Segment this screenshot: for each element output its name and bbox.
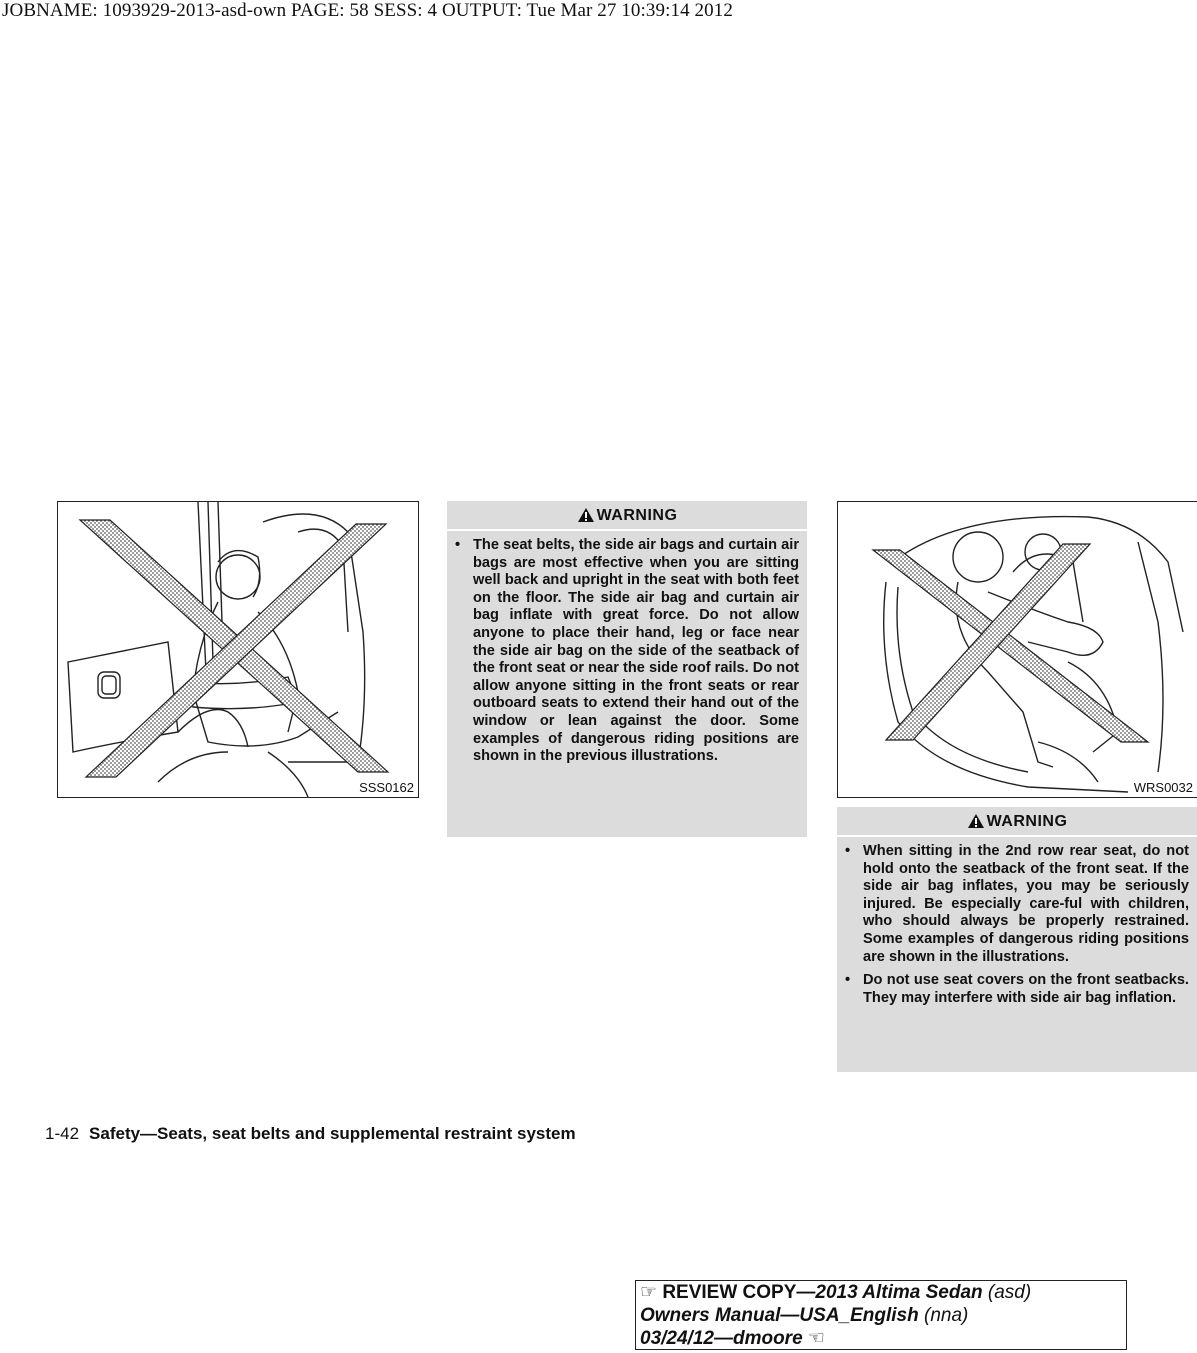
warning-item-text: When sitting in the 2nd row rear seat, do not hold onto the seatback of the front seat. If the side air bag inflates, you may be seriously injured. Be especially care-ful with children, who should always be properly restrained. Some examples of dangerous riding positions are shown in the illustrations. bbox=[863, 843, 1189, 965]
warning-title: WARNING bbox=[986, 813, 1068, 830]
warning-title: WARNING bbox=[596, 507, 678, 524]
review-date-author: 03/24/12—dmoore bbox=[640, 1328, 803, 1349]
warning-item: • The seat belts, the side air bags and curtain air bags are most effective when you are sitting well back and upright in the seat with both feet on the floor. The side air bag and curtain air bag inflate with great force. Do not allow anyone to place their hand, leg or face near the side air bag on the side of the seatback of the front seat or near the side roof rails. Do not allow anyone sitting in the front seats or rear outboard seats to extend their hand out of the window or lean against the door. Some examples of dangerous riding positions are shown in the previous illustrations. bbox=[455, 537, 799, 765]
warning-heading bbox=[447, 501, 807, 531]
figure-wrs0032 bbox=[837, 501, 1197, 798]
warning-list bbox=[837, 837, 1197, 1019]
illustration-side-airbag-passenger bbox=[58, 502, 418, 797]
page-number: 1-42 bbox=[45, 1124, 80, 1143]
model-code: (asd) bbox=[982, 1282, 1032, 1303]
review-line-3 bbox=[640, 1327, 1126, 1350]
market-code: (nna) bbox=[918, 1305, 969, 1326]
warning-item: • When sitting in the 2nd row rear seat, do not hold onto the seatback of the front seat. If the side air bag inflates, you may be seriously injured. Be especially care-ful with children, who should always be properly restrained. Some examples of dangerous riding positions are shown in the illustrations. bbox=[845, 843, 1189, 965]
warning-item: • Do not use seat covers on the front seatbacks. They may interfere with side air bag inflation. bbox=[845, 972, 1189, 1006]
warning-triangle-icon bbox=[967, 813, 985, 829]
job-header-line: JOBNAME: 1093929-2013-asd-own PAGE: 58 SESS: 4 OUTPUT: Tue Mar 27 10:39:14 2012 bbox=[2, 0, 733, 21]
review-copy-stamp bbox=[635, 1280, 1127, 1350]
warning-heading bbox=[837, 807, 1197, 837]
warning-item-text: The seat belts, the side air bags and curtain air bags are most effective when you are sitting well back and upright in the seat with both feet on the floor. The side air bag and curtain air bag inflate with great force. Do not allow anyone to place their hand, leg or face near the side air bag on the side of the seatback of the front seat or near the side roof rails. Do not allow anyone sitting in the front seats or rear outboard seats to extend their hand out of the window or lean against the door. Some examples of dangerous riding positions are shown in the previous illustrations. bbox=[473, 537, 799, 765]
warning-list bbox=[447, 531, 807, 778]
warning-item-text: Do not use seat covers on the front seatbacks. They may interfere with side air bag inflation. bbox=[863, 972, 1189, 1006]
review-line-1 bbox=[640, 1281, 1126, 1304]
review-label: REVIEW COPY— bbox=[662, 1282, 816, 1303]
section-title: Safety—Seats, seat belts and supplemental restraint system bbox=[89, 1124, 576, 1143]
model-name: 2013 Altima Sedan bbox=[815, 1282, 983, 1303]
review-line-2 bbox=[640, 1304, 1126, 1327]
warning-triangle-icon bbox=[577, 507, 595, 523]
page-footer bbox=[45, 1124, 576, 1144]
warning-box-1 bbox=[447, 501, 807, 837]
figure-sss0162 bbox=[57, 501, 419, 798]
pointing-hand-icon: ☞ bbox=[640, 1282, 658, 1303]
pointing-hand-left-icon: ☜ bbox=[807, 1328, 825, 1349]
manual-name: Owners Manual—USA_English bbox=[640, 1305, 919, 1326]
figure-code: SSS0162 bbox=[359, 780, 414, 795]
illustration-rear-passenger-holding-seatback bbox=[838, 502, 1197, 797]
warning-box-2 bbox=[837, 807, 1197, 1072]
figure-code: WRS0032 bbox=[1133, 780, 1193, 795]
